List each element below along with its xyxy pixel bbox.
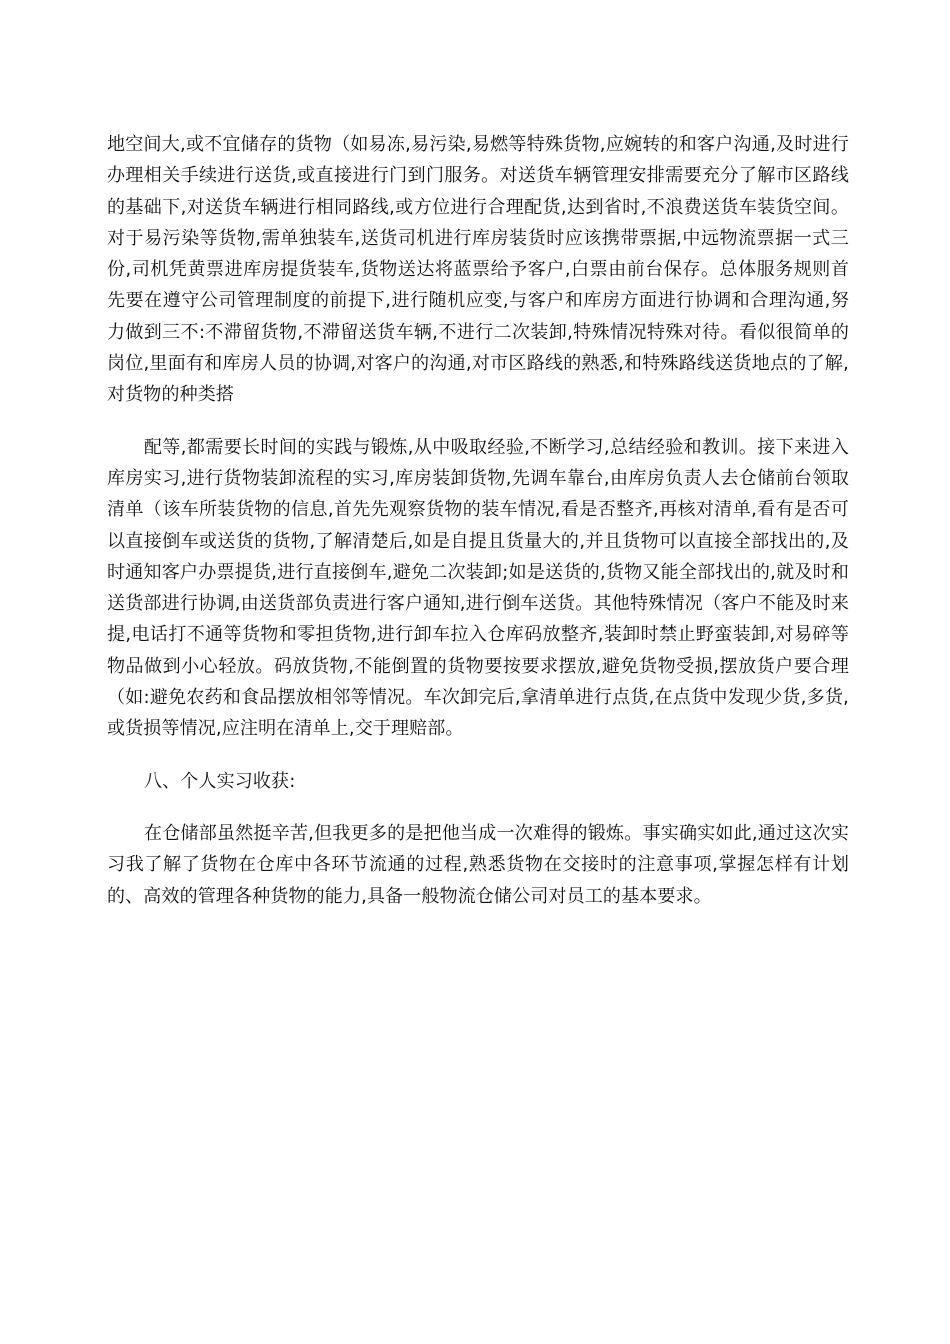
paragraph-warehouse-internship: 配等,都需要长时间的实践与锻炼,从中吸取经验,不断学习,总结经验和教训。接下来进入库房实习,进行货物装卸流程的实习,库房装卸货物,先调车靠台,由库房负责人去仓储前台领取清单（该车所装货物的信息,首先先观察货物的装车情况,看是否整齐,再核对清单,看有是否可以直接倒车或送货的货物,了解清楚后,如是自提且货量大的,并且货物可以直接全部找出的,及时通知客户办票提货,进行直接倒车,避免二次装卸;如是送货的,货物又能全部找出的,就及时和送货部进行协调,由送货部负责进行客户通知,进行倒车送货。其他特殊情况（客户不能及时来提,电话打不通等货物和零担货物,进行卸车拉入仓库码放整齐,装卸时禁止野蛮装卸,对易碎等物品做到小心轻放。码放货物,不能倒置的货物要按要求摆放,避免货物受损,摆放货户要合理（如:避免农药和食品摆放相邻等情况。车次卸完后,拿清单进行点货,在点货中发现少货,多货,或货损等情况,应注明在清单上,交于理赔部。 [107, 436, 849, 740]
paragraph-delivery-management: 地空间大,或不宜储存的货物（如易冻,易污染,易燃等特殊货物,应婉转的和客户沟通,及时进行办理相关手续进行送货,或直接进行门到门服务。对送货车辆管理安排需要充分了解市区路线的基础下,对送货车辆进行相同路线,或方位进行合理配货,达到省时,不浪费送货车装货空间。对于易污染等货物,需单独装车,送货司机进行库房装货时应该携带票据,中远物流票据一式三份,司机凭黄票进库房提货装车,货物送达将蓝票给予客户,白票由前台保存。总体服务规则首先要在遵守公司管理制度的前提下,进行随机应变,与客户和库房方面进行协调和合理沟通,努力做到三不:不滞留货物,不滞留送货车辆,不进行二次装卸,特殊情况特殊对待。看似很简单的岗位,里面有和库房人员的协调,对客户的沟通,对市区路线的熟悉,和特殊路线送货地点的了解,对货物的种类搭 [107, 134, 849, 406]
section-heading-personal-gains: 八、个人实习收获: [144, 770, 296, 792]
document-page [107, 129, 849, 912]
paragraph-personal-gains: 在仓储部虽然挺辛苦,但我更多的是把他当成一次难得的锻炼。事实确实如此,通过这次实习我了解了货物在仓库中各环节流通的过程,熟悉货物在交接时的注意事项,掌握怎样有计划的、高效的管理各种货物的能力,具备一般物流仓储公司对员工的基本要求。 [107, 822, 849, 907]
